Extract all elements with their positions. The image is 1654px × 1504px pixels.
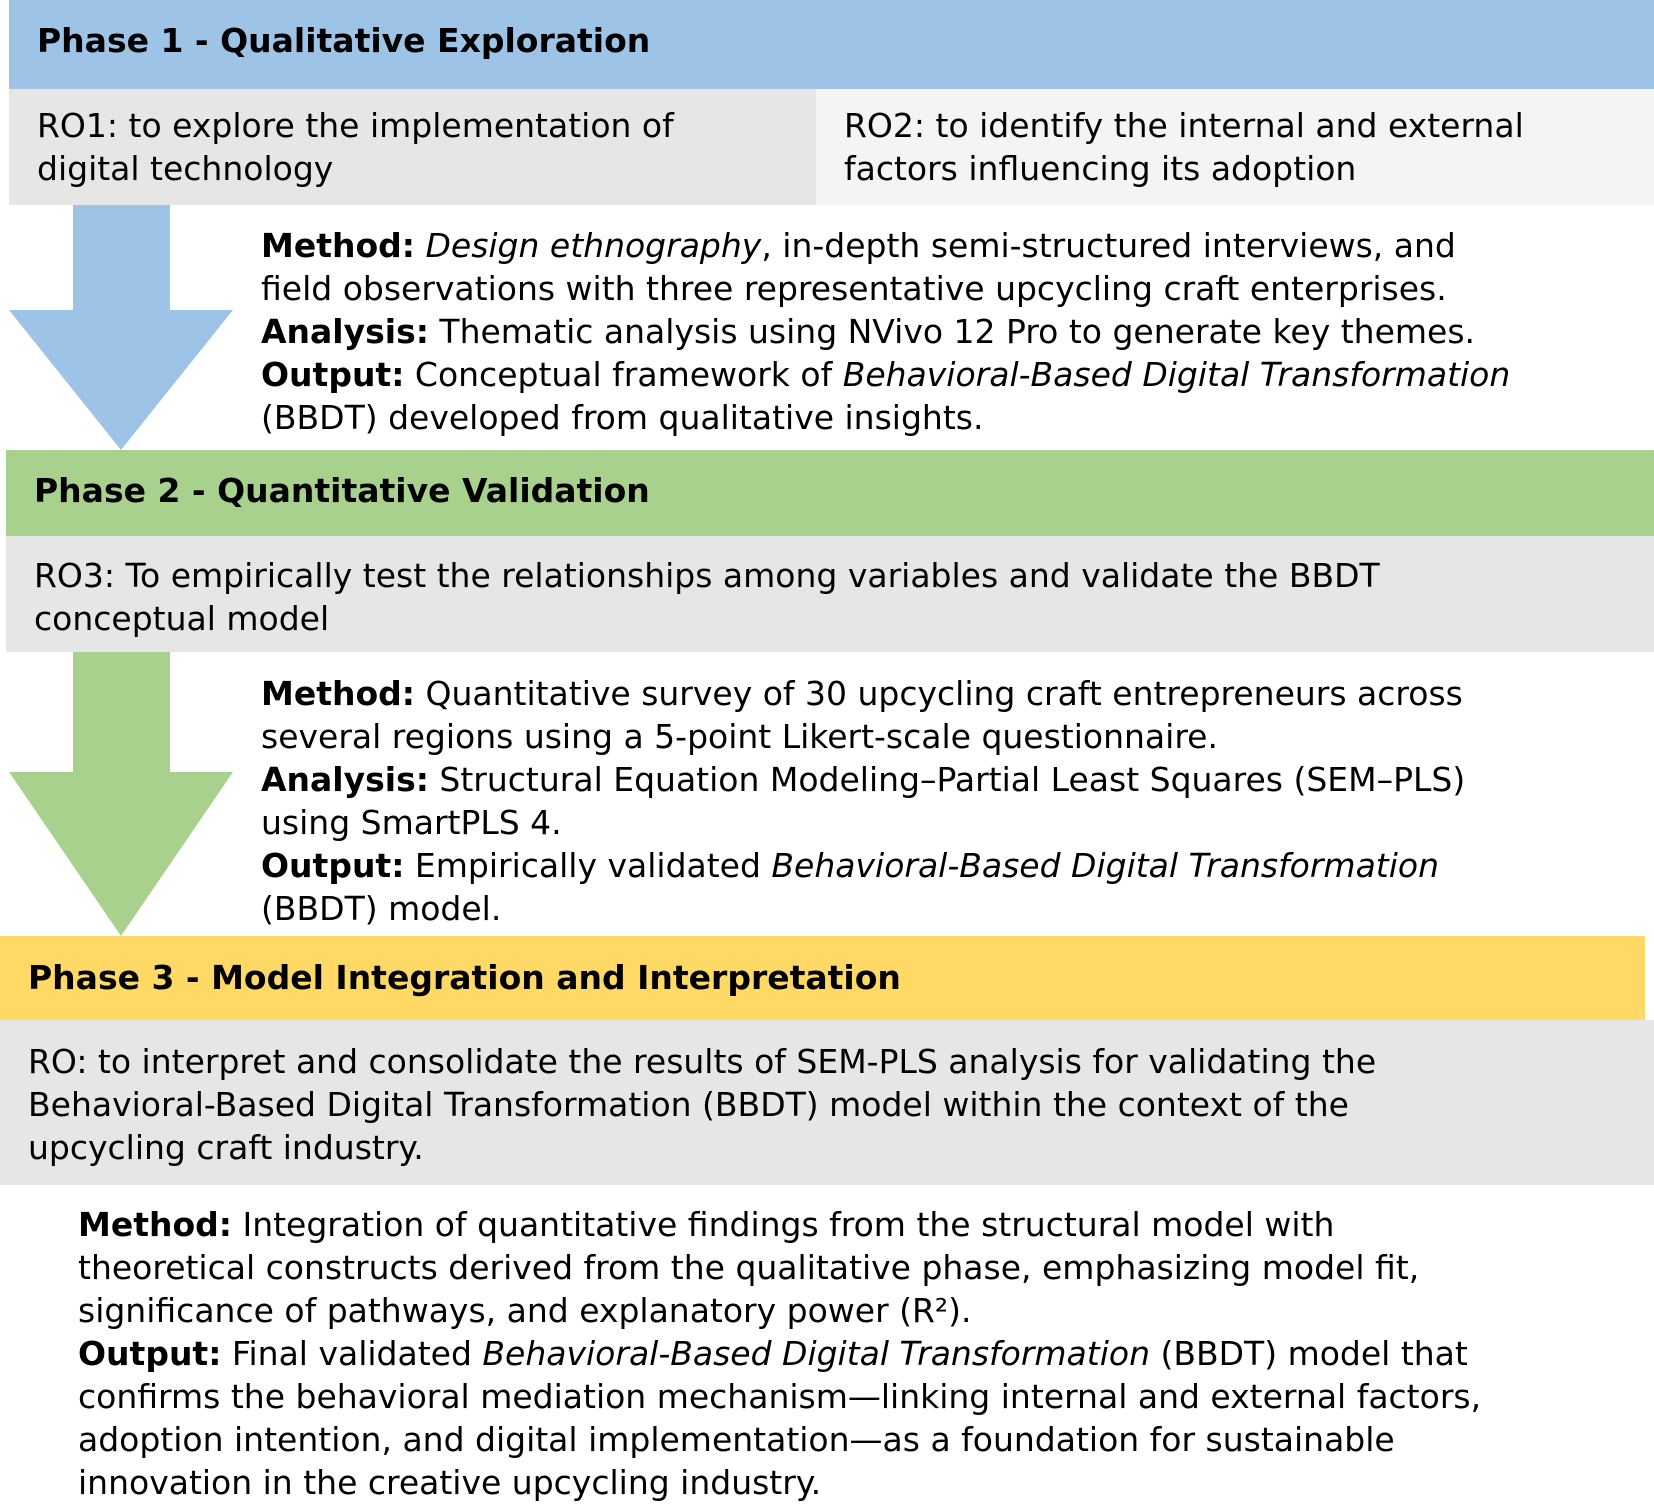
phase3-method-line3: significance of pathways, and explanatory power (R²). — [78, 1291, 972, 1330]
ro-phase3-line1: RO: to interpret and consolidate the results of SEM-PLS analysis for validating the — [28, 1042, 1377, 1081]
analysis-text: Structural Equation Modeling–Partial Least Squares (SEM–PLS) — [428, 760, 1466, 799]
phase3-output-line4: innovation in the creative upcycling industry. — [78, 1463, 822, 1502]
ro1-line1: RO1: to explore the implementation of — [37, 106, 674, 145]
ro-phase3-box — [0, 1020, 1654, 1185]
phase2-method-line2: several regions using a 5-point Likert-scale questionnaire. — [261, 717, 1218, 756]
ro1-box — [9, 89, 816, 205]
ro2-line2: factors influencing its adoption — [844, 149, 1357, 188]
output-text: Empirically validated — [404, 846, 772, 885]
output-italic: Behavioral-Based Digital Transformation — [842, 355, 1511, 394]
phase3-output — [78, 1332, 1481, 1375]
phase2-down-arrow-icon — [9, 652, 234, 936]
output-label: Output: — [261, 846, 405, 885]
phase3-output-line3: adoption intention, and digital implementation—as a foundation for sustainable — [78, 1420, 1395, 1459]
phase2-analysis-line2: using SmartPLS 4. — [261, 803, 562, 842]
output-italic: Behavioral-Based Digital Transformation — [482, 1334, 1150, 1373]
phase3-title: Phase 3 - Model Integration and Interpretation — [28, 958, 901, 997]
ro3-line1: RO3: To empirically test the relationships among variables and validate the BBDT — [34, 556, 1380, 595]
output-text: Conceptual framework of — [404, 355, 843, 394]
output-text-rest: (BBDT) model that — [1150, 1334, 1468, 1373]
ro3-line2: conceptual model — [34, 599, 330, 638]
phase2-title: Phase 2 - Quantitative Validation — [34, 471, 650, 510]
output-label: Output: — [78, 1334, 222, 1373]
phase3-description — [78, 1203, 1481, 1504]
phase3-method-line2: theoretical constructs derived from the qualitative phase, emphasizing model fit, — [78, 1248, 1420, 1287]
analysis-label: Analysis: — [261, 312, 429, 351]
phase2-analysis — [261, 758, 1465, 801]
phase1-output-line2: (BBDT) developed from qualitative insights. — [261, 398, 984, 437]
phase3-output-line2: confirms the behavioral mediation mechanism—linking internal and external factors, — [78, 1377, 1482, 1416]
phase2-output — [261, 844, 1465, 887]
phase1-method-line2: field observations with three representative upcycling craft enterprises. — [261, 269, 1447, 308]
phase1-output — [261, 353, 1510, 396]
phase2-output-line2: (BBDT) model. — [261, 889, 502, 928]
phase2-header — [6, 450, 1654, 536]
output-label: Output: — [261, 355, 405, 394]
phase1-analysis — [261, 310, 1510, 353]
phase1-header — [9, 0, 1654, 89]
method-text: Quantitative survey of 30 upcycling craft entrepreneurs across — [414, 674, 1463, 713]
output-text: Final validated — [221, 1334, 483, 1373]
method-text: Integration of quantitative findings from the structural model with — [231, 1205, 1335, 1244]
method-text: , in-depth semi-structured interviews, and — [761, 226, 1456, 265]
output-italic: Behavioral-Based Digital Transformation — [771, 846, 1440, 885]
method-label: Method: — [78, 1205, 232, 1244]
phase1-down-arrow-icon — [9, 205, 234, 450]
phase2-method — [261, 672, 1465, 715]
phase3-header — [0, 936, 1645, 1020]
ro2-line1: RO2: to identify the internal and external — [844, 106, 1524, 145]
ro2-box — [816, 89, 1654, 205]
ro3-box — [6, 536, 1654, 652]
phase1-title: Phase 1 - Qualitative Exploration — [37, 21, 651, 60]
ro-phase3-line3: upcycling craft industry. — [28, 1128, 424, 1167]
method-label: Method: — [261, 674, 415, 713]
phase1-description — [261, 224, 1510, 439]
phase3-method — [78, 1203, 1481, 1246]
analysis-text: Thematic analysis using NVivo 12 Pro to generate key themes. — [428, 312, 1476, 351]
phase2-description — [261, 672, 1465, 930]
analysis-label: Analysis: — [261, 760, 429, 799]
method-label: Method: — [261, 226, 415, 265]
phase1-method — [261, 224, 1510, 267]
method-italic: Design ethnography — [425, 226, 762, 265]
ro-phase3-line2: Behavioral-Based Digital Transformation (BBDT) model within the context of the — [28, 1085, 1349, 1124]
ro1-line2: digital technology — [37, 149, 334, 188]
